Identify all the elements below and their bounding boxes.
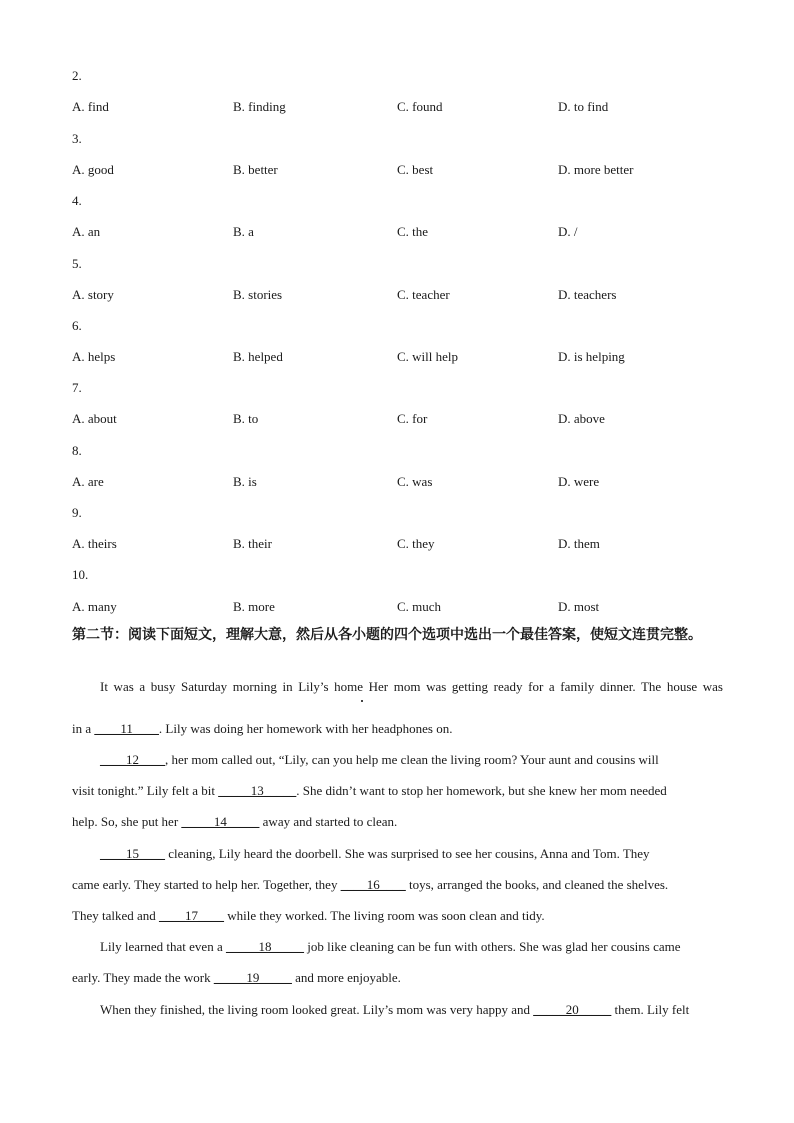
question-number: 9. (72, 505, 82, 520)
section-heading: 第二节：阅读下面短文，理解大意，然后从各小题的四个选项中选出一个最佳答案，使短文连贯完整。 (72, 627, 702, 643)
passage-line: Lily learned that even a _____18_____ job like cleaning can be fun with others. She was glad her cousins came (100, 939, 681, 954)
option-c: C. will help (397, 349, 459, 364)
option-a: A. an (72, 224, 101, 239)
question-number: 8. (72, 443, 82, 458)
blank-16: ____16____ (340, 877, 406, 892)
option-b: B. better (233, 162, 278, 177)
option-c: C. the (397, 224, 429, 239)
option-b: B. more (233, 599, 275, 614)
option-d: D. them (558, 536, 600, 551)
option-a: A. good (72, 162, 114, 177)
option-b: B. is (233, 474, 257, 489)
passage-line: in a ____11____. Lily was doing her homework with her headphones on. (72, 721, 453, 736)
option-b: B. finding (233, 99, 286, 114)
option-c: C. for (397, 411, 428, 426)
blank-19: _____19_____ (213, 970, 292, 985)
option-a: A. many (72, 599, 117, 614)
option-c: C. best (397, 162, 434, 177)
option-b: B. helped (233, 349, 283, 364)
question-number: 2. (72, 68, 82, 83)
blank-18: _____18_____ (225, 939, 304, 954)
blank-15: ____15____ (100, 846, 165, 861)
passage-line: visit tonight.” Lily felt a bit _____13_____. She didn’t want to stop her homework, but she knew her mom needed (72, 783, 667, 798)
option-b: B. to (233, 411, 259, 426)
option-a: A. story (72, 287, 114, 302)
option-d: D. teachers (558, 287, 617, 302)
option-c: C. they (397, 536, 435, 551)
blank-11: ____11____ (94, 721, 159, 736)
blank-13: _____13_____ (218, 783, 297, 798)
option-d: D. were (558, 474, 600, 489)
option-c: C. was (397, 474, 433, 489)
question-number: 4. (72, 193, 82, 208)
question-number: 7. (72, 380, 82, 395)
option-d: D. most (558, 599, 600, 614)
option-d: D. above (558, 411, 605, 426)
blank-12: ____12____ (100, 752, 165, 767)
option-b: B. a (233, 224, 254, 239)
passage-line: It was a busy Saturday morning in Lily’s home Her mom was getting ready for a family dinner. The house was (100, 679, 723, 694)
option-a: A. helps (72, 349, 116, 364)
stray-mark (361, 700, 363, 702)
blank-14: _____14_____ (181, 814, 260, 829)
blank-17: ____17____ (159, 908, 224, 923)
option-a: A. about (72, 411, 117, 426)
passage-line: ____15____ cleaning, Lily heard the doorbell. She was surprised to see her cousins, Anna and Tom. They (100, 846, 650, 861)
option-b: B. their (233, 536, 272, 551)
passage-line: When they finished, the living room looked great. Lily’s mom was very happy and _____20_____ them. Lily felt (100, 1002, 690, 1017)
blank-20: _____20_____ (533, 1002, 612, 1017)
question-number: 3. (72, 131, 82, 146)
option-c: C. much (397, 599, 442, 614)
question-number: 5. (72, 256, 82, 271)
option-c: C. teacher (397, 287, 450, 302)
option-d: D. / (558, 224, 578, 239)
option-d: D. is helping (558, 349, 625, 364)
option-d: D. more better (558, 162, 634, 177)
passage-line: came early. They started to help her. Together, they ____16____ toys, arranged the books, and cleaned the shelves. (72, 877, 669, 892)
option-b: B. stories (233, 287, 283, 302)
question-number: 10. (72, 567, 89, 582)
passage-line: ____12____, her mom called out, “Lily, can you help me clean the living room? Your aunt and cousins will (100, 752, 659, 767)
passage-line: early. They made the work _____19_____ and more enjoyable. (72, 970, 401, 985)
question-number: 6. (72, 318, 82, 333)
option-a: A. theirs (72, 536, 117, 551)
option-c: C. found (397, 99, 443, 114)
passage-line: They talked and ____17____ while they worked. The living room was soon clean and tidy. (72, 908, 545, 923)
option-a: A. are (72, 474, 104, 489)
option-a: A. find (72, 99, 109, 114)
option-d: D. to find (558, 99, 609, 114)
passage-line: help. So, she put her _____14_____ away and started to clean. (72, 814, 398, 829)
